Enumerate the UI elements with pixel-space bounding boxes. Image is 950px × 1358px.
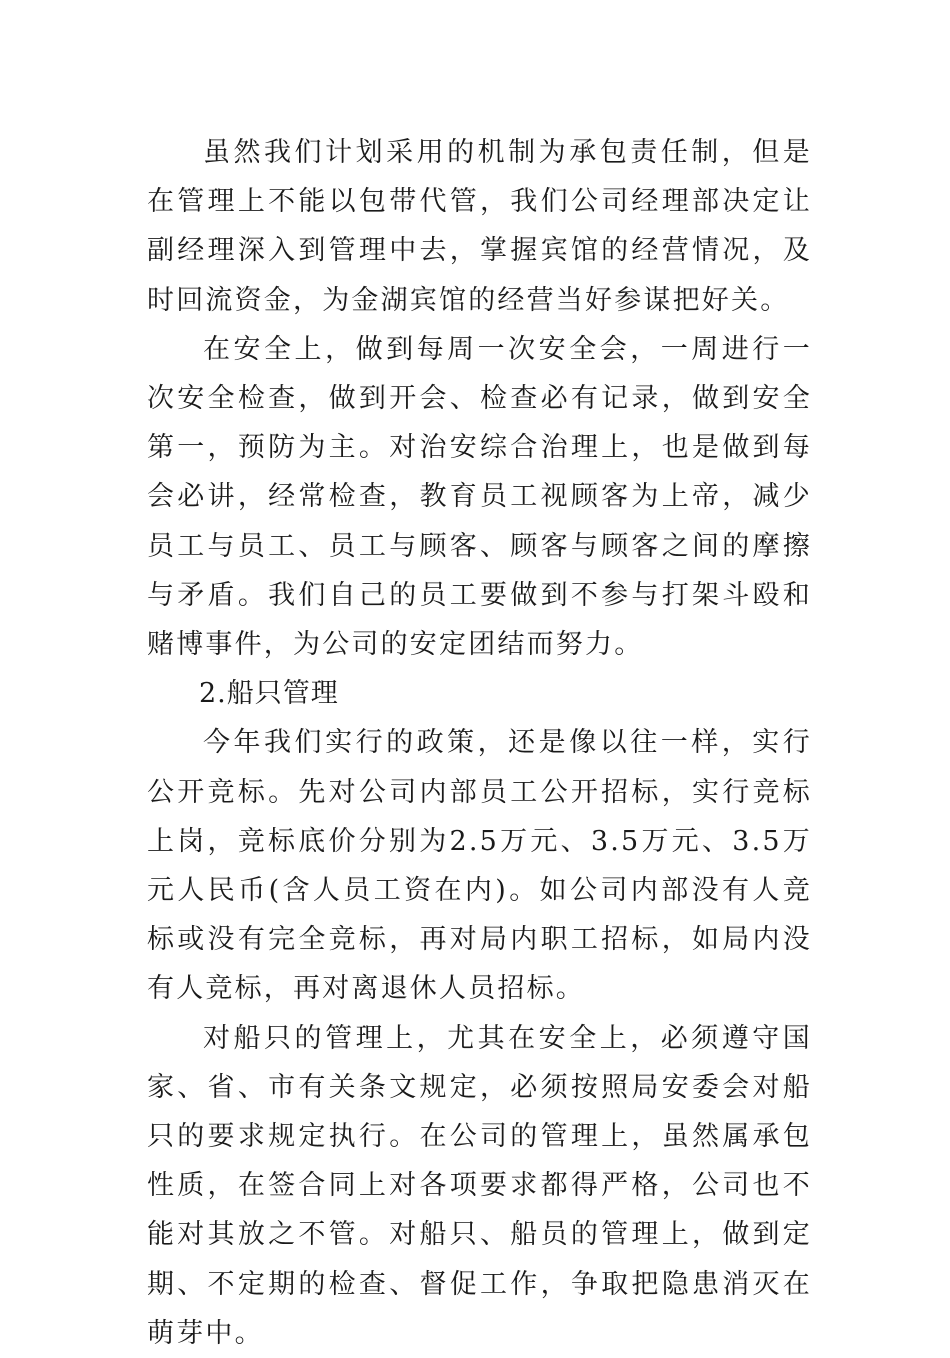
document-body (147, 128, 812, 1358)
paragraph-safety: 在安全上，做到每周一次安全会，一周进行一次安全检查，做到开会、检查必有记录，做到安全第一，预防为主。对治安综合治理上，也是做到每会必讲，经常检查，教育员工视顾客为上帝，减少员工与员工、员工与顾客、顾客与顾客之间的摩擦与矛盾。我们自己的员工要做到不参与打架斗殴和赌博事件，为公司的安定团结而努力。 (147, 333, 812, 661)
paragraph-boat-safety: 对船只的管理上，尤其在安全上，必须遵守国家、省、市有关条文规定，必须按照局安委会对船只的要求规定执行。在公司的管理上，虽然属承包性质，在签合同上对各项要求都得严格，公司也不能对其放之不管。对船只、船员的管理上，做到定期、不定期的检查、督促工作，争取把隐患消灭在萌芽中。 (147, 1022, 812, 1349)
paragraph-contract-management: 虽然我们计划采用的机制为承包责任制，但是在管理上不能以包带代管，我们公司经理部决定让副经理深入到管理中去，掌握宾馆的经营情况，及时回流资金，为金湖宾馆的经营当好参谋把好关。 (147, 137, 812, 316)
paragraph-bidding-policy: 今年我们实行的政策，还是像以往一样，实行公开竞标。先对公司内部员工公开招标，实行竞标上岗，竞标底价分别为2.5万元、3.5万元、3.5万元人民币(含人员工资在内)。如公司内部没有人竞标或没有完全竞标，再对局内职工招标，如局内没有人竞标，再对离退休人员招标。 (147, 727, 812, 1005)
section-heading-boat-management: 2.船只管理 (199, 678, 339, 710)
